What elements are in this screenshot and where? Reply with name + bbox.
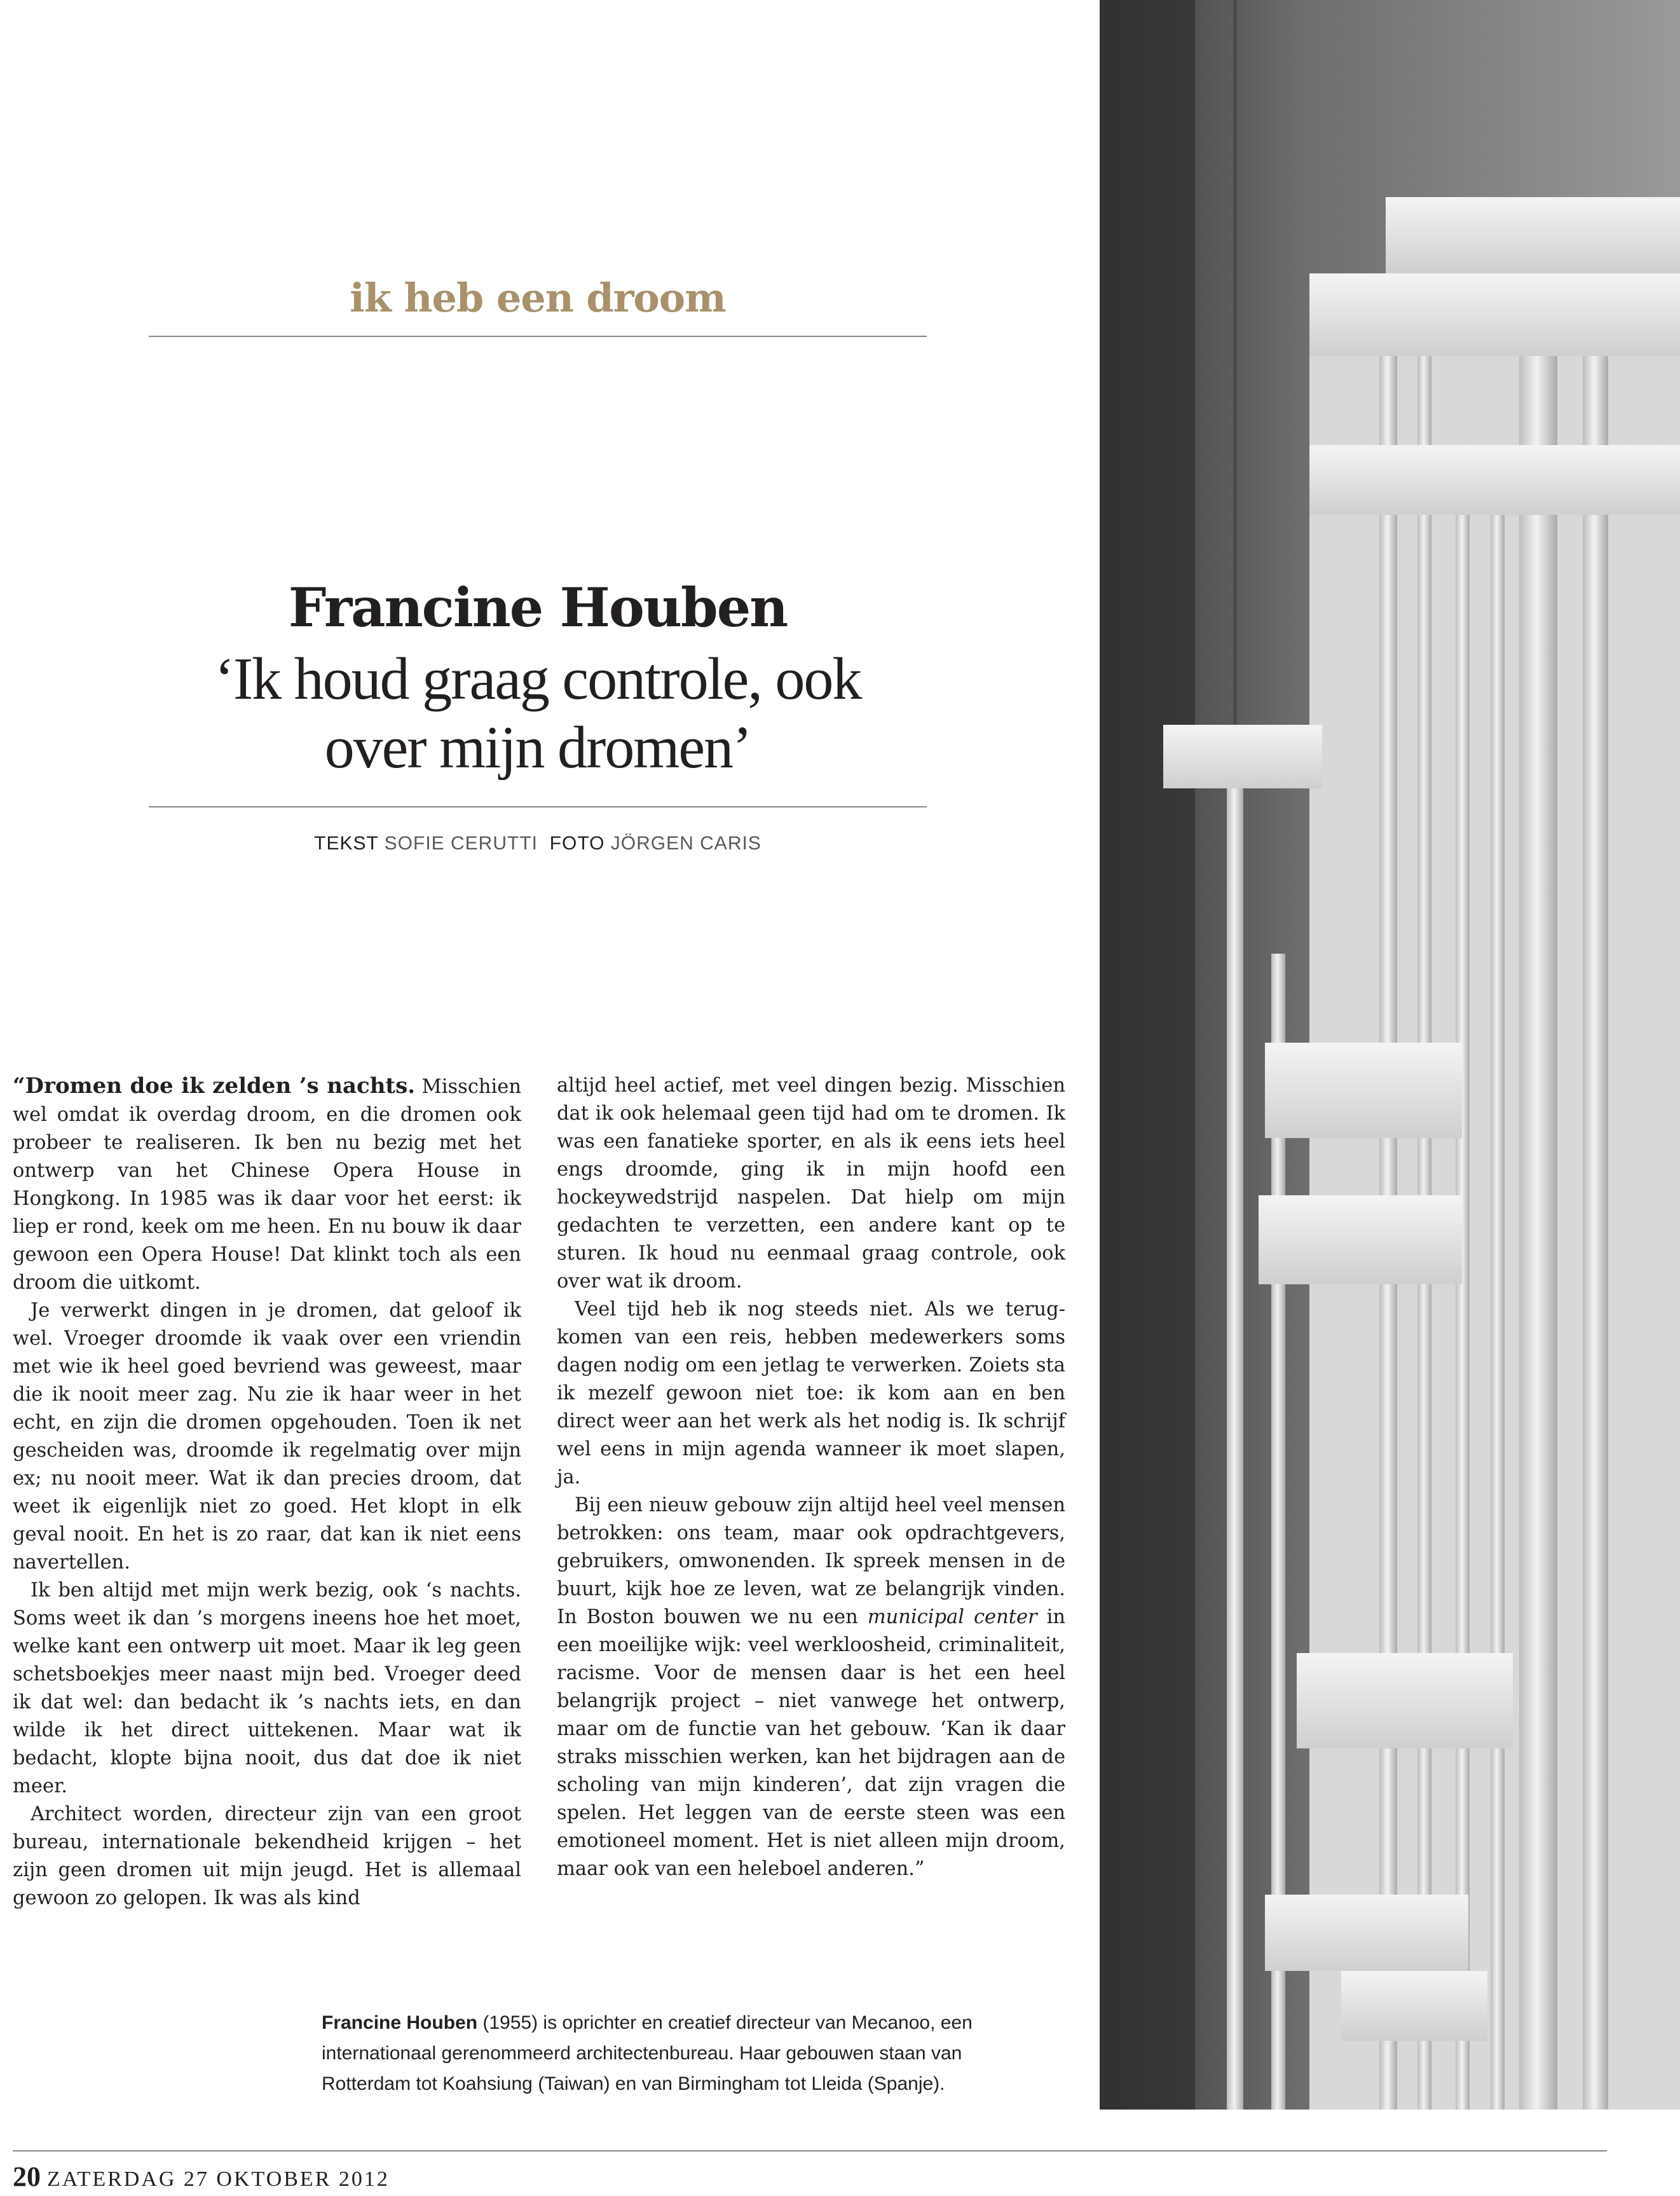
italic-phrase: municipal center [867,1606,1037,1628]
article-title-quote [149,645,927,782]
body-paragraph: altijd heel actief, met veel dingen bezig. Misschien dat ik ook helemaal geen tijd had om te dromen. Ik was een fanatieke sporter, en als ik eens iets heel engs droomde, ging ik in mijn hoofd een hockeywedstrijd naspelen. Dat hielp om mijn gedachten te verzetten, een andere kant op te sturen. Ik houd nu eenmaal graag controle, ook over wat ik droom. [557,1074,1065,1293]
footer-divider [13,2150,1607,2151]
byline-text-author: SOFIE CERUTTI [384,833,538,854]
body-paragraph [13,1072,521,1297]
byline-photo-label: FOTO [549,833,605,854]
body-paragraph: Ik ben altijd met mijn werk bezig, ook ‘s nachts. Soms weet ik dan ’s morgens ineens hoe het moet, welke kant een ontwerp uit moet. Maar ik leg geen schetsboekjes meer naast mijn bed. Vroeger deed ik dat wel: dan bedacht ik ’s nachts iets, en dan wilde ik het direct uittekenen. Maar wat ik bedacht, klopte bijna nooit, dus dat doe ik niet meer. [13,1579,521,1797]
body-column-2 [557,1072,1065,1883]
paragraph-text: Bij een nieuw gebouw zijn altijd heel veel mensen betrokken: ons team, maar ook opdrachtgevers, gebruikers, omwonenden. Ik spreek mensen in de buurt, kijk hoe ze leven, wat ze belangrijk vinden. In Boston bouwen we nu een [557,1494,1065,1628]
issue-date: ZATERDAG 27 OKTOBER 2012 [47,2167,390,2191]
body-paragraph [557,1492,1065,1883]
page-footer [13,2160,390,2193]
author-bio [322,2008,1034,2099]
header-divider [149,336,927,337]
wooden-model-photo [1100,0,1680,2110]
body-paragraph: Architect worden, directeur zijn van een groot bureau, internationale bekendheid krijgen – het zijn geen dromen uit mijn jeugd. Het is allemaal gewoon zo gelopen. Ik was als kind [13,1803,521,1909]
body-paragraph: Veel tijd heb ik nog steeds niet. Als we terugkomen van een reis, hebben medewerkers soms dagen nodig om een jetlag te verwerken. Zoiets sta ik mezelf gewoon niet toe: ik kom aan en ben direct weer aan het werk als het nodig is. Ik schrijf wel eens in mijn agenda wanneer ik moet slapen, ja. [557,1298,1065,1488]
title-quote-line-1: ‘Ik houd graag controle, ook [214,646,861,712]
lead-in: “Dromen doe ik zelden ’s nachts. [13,1073,416,1099]
section-label: ik heb een droom [350,275,726,321]
bio-text: (1955) is oprichter en creatief directeur van Mecanoo, een internationaal gerenommeerd architectenbureau. Haar gebouwen staan van Rotterdam tot Koahsiung (Taiwan) en van Birmingham tot Lleida (Spanje). [322,2012,973,2094]
byline-text-label: TEKST [314,833,379,854]
paragraph-text: Misschien wel omdat ik overdag droom, en die dromen ook probeer te realiseren. Ik ben nu bezig met het ontwerp van het Chinese Opera House in Hongkong. In 1985 was ik daar voor het eerst: ik liep er rond, keek om me heen. En nu bouw ik daar gewoon een Opera House! Dat klinkt toch als een droom die uitkomt. [13,1076,521,1294]
title-quote-line-2: over mijn dromen’ [324,715,751,781]
body-paragraph: Je verwerkt dingen in je dromen, dat geloof ik wel. Vroeger droomde ik vaak over een vriendin met wie ik heel goed bevriend was geweest, maar die ik nooit meer zag. Nu zie ik haar weer in het echt, en zijn die dromen opgehouden. Toen ik net gescheiden was, droomde ik regelmatig over mijn ex; nu nooit meer. Wat ik dan precies droom, dat weet ik eigenlijk niet zo goed. Het klopt in elk geval nooit. En het is zo raar, dat kan ik niet eens navertellen. [13,1300,521,1574]
wooden-architecture-model-photo-icon [1100,0,1680,2110]
paragraph-text: in een moeilijke wijk: veel werkloosheid, criminaliteit, racisme. Voor de mensen daar is het een heel belangrijk project – niet vanwege het ontwerp, maar om de functie van het gebouw. ‘Kan ik daar straks misschien werken, kan het bijdragen aan de scholing van mijn kinderen’, dat zijn vragen die spelen. Het leggen van de eerste steen was een emotioneel moment. Het is niet alleen mijn droom, maar ook van een heleboel anderen.” [557,1606,1065,1880]
body-column-1 [13,1072,521,1912]
byline [149,833,927,854]
title-divider [149,806,927,807]
article-title-name: Francine Houben [288,576,788,639]
bio-name: Francine Houben [322,2012,478,2033]
page-number: 20 [13,2161,41,2192]
byline-photo-author: JÖRGEN CARIS [610,833,761,854]
